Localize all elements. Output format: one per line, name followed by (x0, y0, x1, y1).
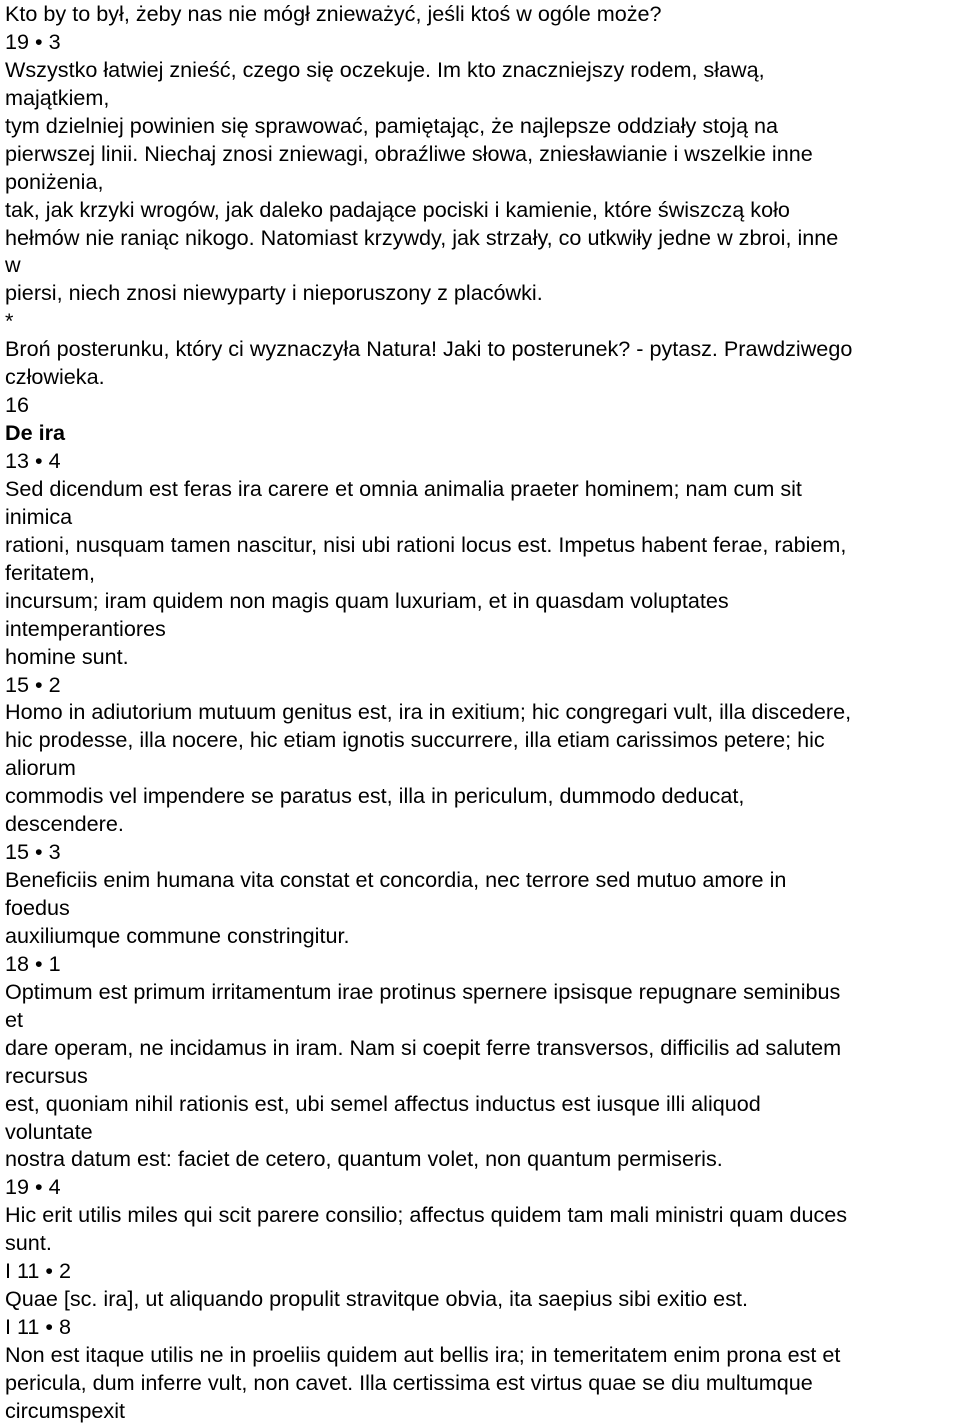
section-heading: De ira (5, 420, 66, 446)
text-line: hic prodesse, illa nocere, hic etiam ignotis succurrere, illa etiam carissimos petere; hic (5, 727, 825, 753)
text-line: I 11 • 8 (5, 1314, 71, 1340)
text-line: Sed dicendum est feras ira carere et omnia animalia praeter hominem; nam cum sit (5, 475, 802, 501)
text-line: Quae [sc. ira], ut aliquando propulit stravitque obvia, ita saepius sibi exitio est. (5, 1286, 748, 1312)
text-line: 19 • 4 (5, 1174, 61, 1200)
text-line: sunt. (5, 1230, 52, 1256)
text-line: * (5, 308, 14, 334)
text-line: incursum; iram quidem non magis quam luxuriam, et in quasdam voluptates (5, 587, 729, 613)
text-line: tym dzielniej powinien się sprawować, pamiętając, że najlepsze oddziały stoją na (5, 112, 778, 138)
text-line: Non est itaque utilis ne in proeliis quidem aut bellis ira; in temeritatem enim prona est et (5, 1342, 841, 1367)
text-line: 13 • 4 (5, 448, 61, 473)
text-line: piersi, niech znosi niewyparty i nieporuszony z placówki. (5, 280, 543, 306)
text-line: rationi, nusquam tamen nascitur, nisi ubi rationi locus est. Impetus habent ferae, rabiem, (5, 531, 847, 557)
text-line: poniżenia, (5, 168, 104, 194)
text-line: et (5, 1006, 24, 1032)
text-line: dare operam, ne incidamus in iram. Nam si coepit ferre transversos, difficilis ad salutem (5, 1034, 842, 1060)
text-line: est, quoniam nihil rationis est, ubi semel affectus inductus est iusque illi aliquod (5, 1090, 761, 1116)
text-line: Kto by to był, żeby nas nie mógł znieważyć, jeśli ktoś w ogóle może? (5, 1, 662, 26)
text-line: feritatem, (5, 559, 96, 585)
text-line: foedus (5, 895, 70, 920)
text-line: człowieka. (5, 364, 105, 390)
text-line: Homo in adiutorium mutuum genitus est, ira in exitium; hic congregari vult, illa discedere, (5, 699, 852, 725)
text-line: aliorum (5, 755, 76, 781)
text-line: homine sunt. (5, 643, 129, 669)
text-line: commodis vel impendere se paratus est, illa in periculum, dummodo deducat, (5, 783, 745, 809)
text-line: auxiliumque commune constringitur. (5, 922, 350, 948)
text-line: inimica (5, 503, 73, 529)
text-line: 16 (5, 392, 30, 418)
text-line: voluntate (5, 1118, 93, 1144)
text-line: pierwszej linii. Niechaj znosi zniewagi, obraźliwe słowa, zniesławianie i wszelkie inne (5, 140, 813, 166)
text-line: recursus (5, 1062, 88, 1088)
text-line: 15 • 2 (5, 671, 61, 697)
text-line: 18 • 1 (5, 950, 61, 976)
text-line: Beneficiis enim humana vita constat et concordia, nec terrore sed mutuo amore in (5, 867, 787, 893)
text-line: w (5, 252, 21, 278)
text-line: tak, jak krzyki wrogów, jak daleko padające pociski i kamienie, które świszczą koło (5, 196, 790, 222)
text-line: Hic erit utilis miles qui scit parere consilio; affectus quidem tam mali ministri quam duces (5, 1202, 848, 1228)
text-line: hełmów nie raniąc nikogo. Natomiast krzywdy, jak strzały, co utkwiły jedne w zbroi, inne (5, 224, 839, 250)
text-line: majątkiem, (5, 84, 110, 110)
text-line: I 11 • 2 (5, 1258, 71, 1284)
text-line: descendere. (5, 811, 124, 837)
text-line: 15 • 3 (5, 839, 61, 865)
document-text (5, 0, 960, 1425)
text-line: circumspexit (5, 1397, 125, 1423)
text-line: Wszystko łatwiej znieść, czego się oczekuje. Im kto znaczniejszy rodem, sławą, (5, 56, 765, 82)
text-line: Broń posterunku, który ci wyznaczyła Natura! Jaki to posterunek? - pytasz. Prawdziwego (5, 336, 853, 362)
text-line: intemperantiores (5, 615, 166, 641)
text-line: Optimum est primum irritamentum irae protinus spernere ipsisque repugnare seminibus (5, 978, 841, 1004)
text-line: 19 • 3 (5, 28, 61, 54)
text-line: nostra datum est: faciet de cetero, quantum volet, non quantum permiseris. (5, 1146, 723, 1172)
text-line: pericula, dum inferre vult, non cavet. Illa certissima est virtus quae se diu multumque (5, 1369, 813, 1395)
